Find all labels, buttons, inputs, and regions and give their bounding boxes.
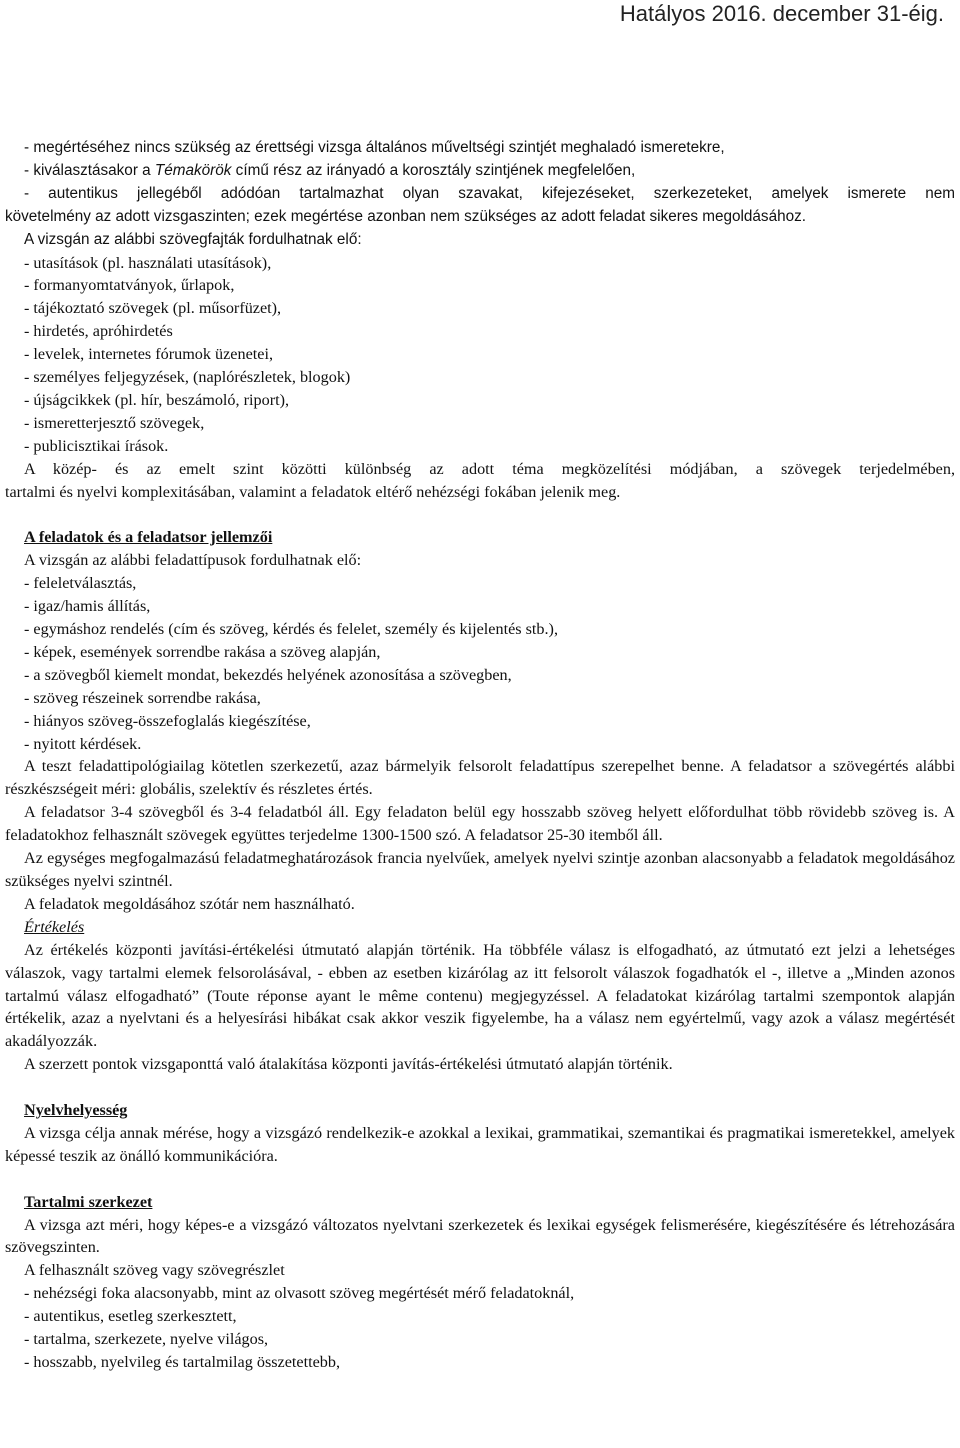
tasks-paragraph-1: [0, 755, 960, 801]
correctness-paragraph-1-text: A vizsga célja annak mérése, hogy a vizsgázó rendelkezik-e azokkal a lexikai, grammatikai, szemantikai és pragmatikai ismeretekkel, amelyek képessé teszik az önálló kommunikációra.: [5, 1123, 955, 1165]
list-item: - a szövegből kiemelt mondat, bekezdés helyének azonosítása a szövegben,: [24, 665, 512, 684]
list-item: - nyitott kérdések.: [24, 734, 142, 753]
tasks-intro: A vizsgán az alábbi feladattípusok fordulhatnak elő:: [24, 551, 362, 570]
list-item: - egymáshoz rendelés (cím és szöveg, kérdés és felelet, személy és kijelentés stb.),: [24, 620, 558, 639]
intro-line-3: - autentikus jellegéből adódóan tartalmazhat olyan szavakat, kifejezéseket, szerkezeteket, amelyek ismerete nem: [24, 184, 955, 202]
tasks-paragraph-3: [0, 847, 960, 893]
list-item: - személyes feljegyzések, (naplórészletek, blogok): [24, 368, 351, 387]
tasks-paragraph-1-text: A teszt feladattipológiailag kötetlen szerkezetű, azaz bármelyik felsorolt feladattípus szerepelhet benne. A feladatsor a szövegértés alábbi részkészségeit méri: globális, szelektív és részletes értés.: [5, 757, 955, 799]
list-item: - hosszabb, nyelvileg és tartalmilag összetettebb,: [24, 1352, 341, 1371]
list-item: - utasítások (pl. használati utasítások),: [24, 253, 272, 272]
intro-line-2-c: című rész az irányadó a korosztály szintjének megfelelően,: [231, 161, 636, 179]
evaluation-paragraph-2: A szerzett pontok vizsgaponttá való átalakítása központi javítás-értékelési útmutató alapján történik.: [24, 1055, 673, 1074]
temakorok-emphasis: Témakörök: [154, 161, 232, 179]
evaluation-paragraph-1: [0, 939, 960, 1054]
document-body: [0, 137, 960, 1374]
list-item: - ismeretterjesztő szövegek,: [24, 413, 205, 432]
structure-intro: A felhasznált szöveg vagy szövegrészlet: [24, 1261, 285, 1280]
intro-line-1: - megértéséhez nincs szükség az érettségi vizsga általános műveltségi szintjét meghaladó ismeretekre,: [24, 139, 725, 156]
tasks-paragraph-4: A feladatok megoldásához szótár nem használható.: [24, 894, 355, 913]
list-item: - igaz/hamis állítás,: [24, 597, 151, 616]
list-item: - tájékoztató szövegek (pl. műsorfüzet),: [24, 299, 282, 318]
list-item: - szöveg részeinek sorrendbe rakása,: [24, 688, 261, 707]
intro-line-2-a: - kiválasztásakor a: [24, 161, 155, 179]
difference-paragraph-line-2: tartalmi és nyelvi komplexitásában, valamint a feladatok eltérő nehézségi fokában jelenik meg.: [5, 482, 621, 501]
list-item: - formanyomtatványok, űrlapok,: [24, 276, 235, 295]
tasks-paragraph-2-text: A feladatsor 3-4 szövegből és 3-4 feladatból áll. Egy feladaton belül egy hosszabb szöveg helyett előfordulhat több rövidebb szöveg is. A feladatokhoz felhasznált szövegek együttes terjedelme 1300-1500 szó. A feladatsor 25-30 itemből áll.: [5, 803, 955, 845]
text-types-intro: A vizsgán az alábbi szövegfajták fordulhatnak elő:: [24, 230, 362, 248]
correctness-paragraph-1: [0, 1122, 960, 1168]
list-item: - újságcikkek (pl. hír, beszámoló, riport),: [24, 390, 290, 409]
correctness-heading: Nyelvhelyesség: [24, 1101, 128, 1120]
list-item: - autentikus, esetleg szerkesztett,: [24, 1307, 237, 1326]
difference-paragraph-line-1: A közép- és az emelt szint közötti különbség az adott téma megközelítési módjában, a szövegek terjedelmében,: [24, 459, 955, 478]
evaluation-heading: Értékelés: [24, 917, 85, 936]
evaluation-paragraph-1-text: Az értékelés központi javítási-értékelési útmutató alapján történik. Ha többféle válasz is elfogadható, az útmutató ezt jelzi a lehetséges válaszok, vagy tartalmi elemek felsorolásával, - ebben az esetben kizárólag az itt felsorolt válaszok fogadhatók el -, illetve a „Minden azonos tartalmú válasz elfogadható” (Toute réponse ayant le même contenu) megjegyzéssel. A feladatokat kizárólag tartalmi szempontok alapján értékelik, azaz a nyelvtani és a helyesírási hibákat csak akkor veszik figyelembe, ha a válasz nem egyértelmű, vagy azok a válasz megértését akadályozzák.: [5, 940, 955, 1051]
list-item: - publicisztikai írások.: [24, 436, 169, 455]
list-item: - hirdetés, apróhirdetés: [24, 322, 173, 341]
structure-paragraph-1: [0, 1214, 960, 1260]
list-item: - levelek, internetes fórumok üzenetei,: [24, 345, 274, 364]
list-item: - nehézségi foka alacsonyabb, mint az olvasott szöveg megértését mérő feladatoknál,: [24, 1284, 575, 1303]
structure-heading: Tartalmi szerkezet: [24, 1192, 153, 1211]
tasks-paragraph-3-text: Az egységes megfogalmazású feladatmeghatározások francia nyelvűek, amelyek nyelvi szintje azonban alacsonyabb a feladatok megoldásához szükséges nyelvi szintnél.: [5, 849, 955, 890]
tasks-heading: A feladatok és a feladatsor jellemzői: [24, 528, 273, 547]
structure-paragraph-1-text: A vizsga azt méri, hogy képes-e a vizsgázó változatos nyelvtani szerkezetek és lexikai egységek felismerésére, kiegészítésére és létrehozására szövegszinten.: [5, 1215, 955, 1257]
validity-header: Hatályos 2016. december 31-éig.: [619, 1, 944, 26]
intro-line-4: követelmény az adott vizsgaszinten; ezek megértése azonban nem szükséges az adott feladat sikeres megoldásához.: [5, 207, 806, 225]
intro-line-2: [0, 160, 960, 183]
list-item: - feleletválasztás,: [24, 574, 137, 593]
list-item: - tartalma, szerkezete, nyelve világos,: [24, 1330, 269, 1349]
list-item: - képek, események sorrendbe rakása a szöveg alapján,: [24, 642, 381, 661]
list-item: - hiányos szöveg-összefoglalás kiegészítése,: [24, 711, 311, 730]
tasks-paragraph-2: [0, 801, 960, 847]
